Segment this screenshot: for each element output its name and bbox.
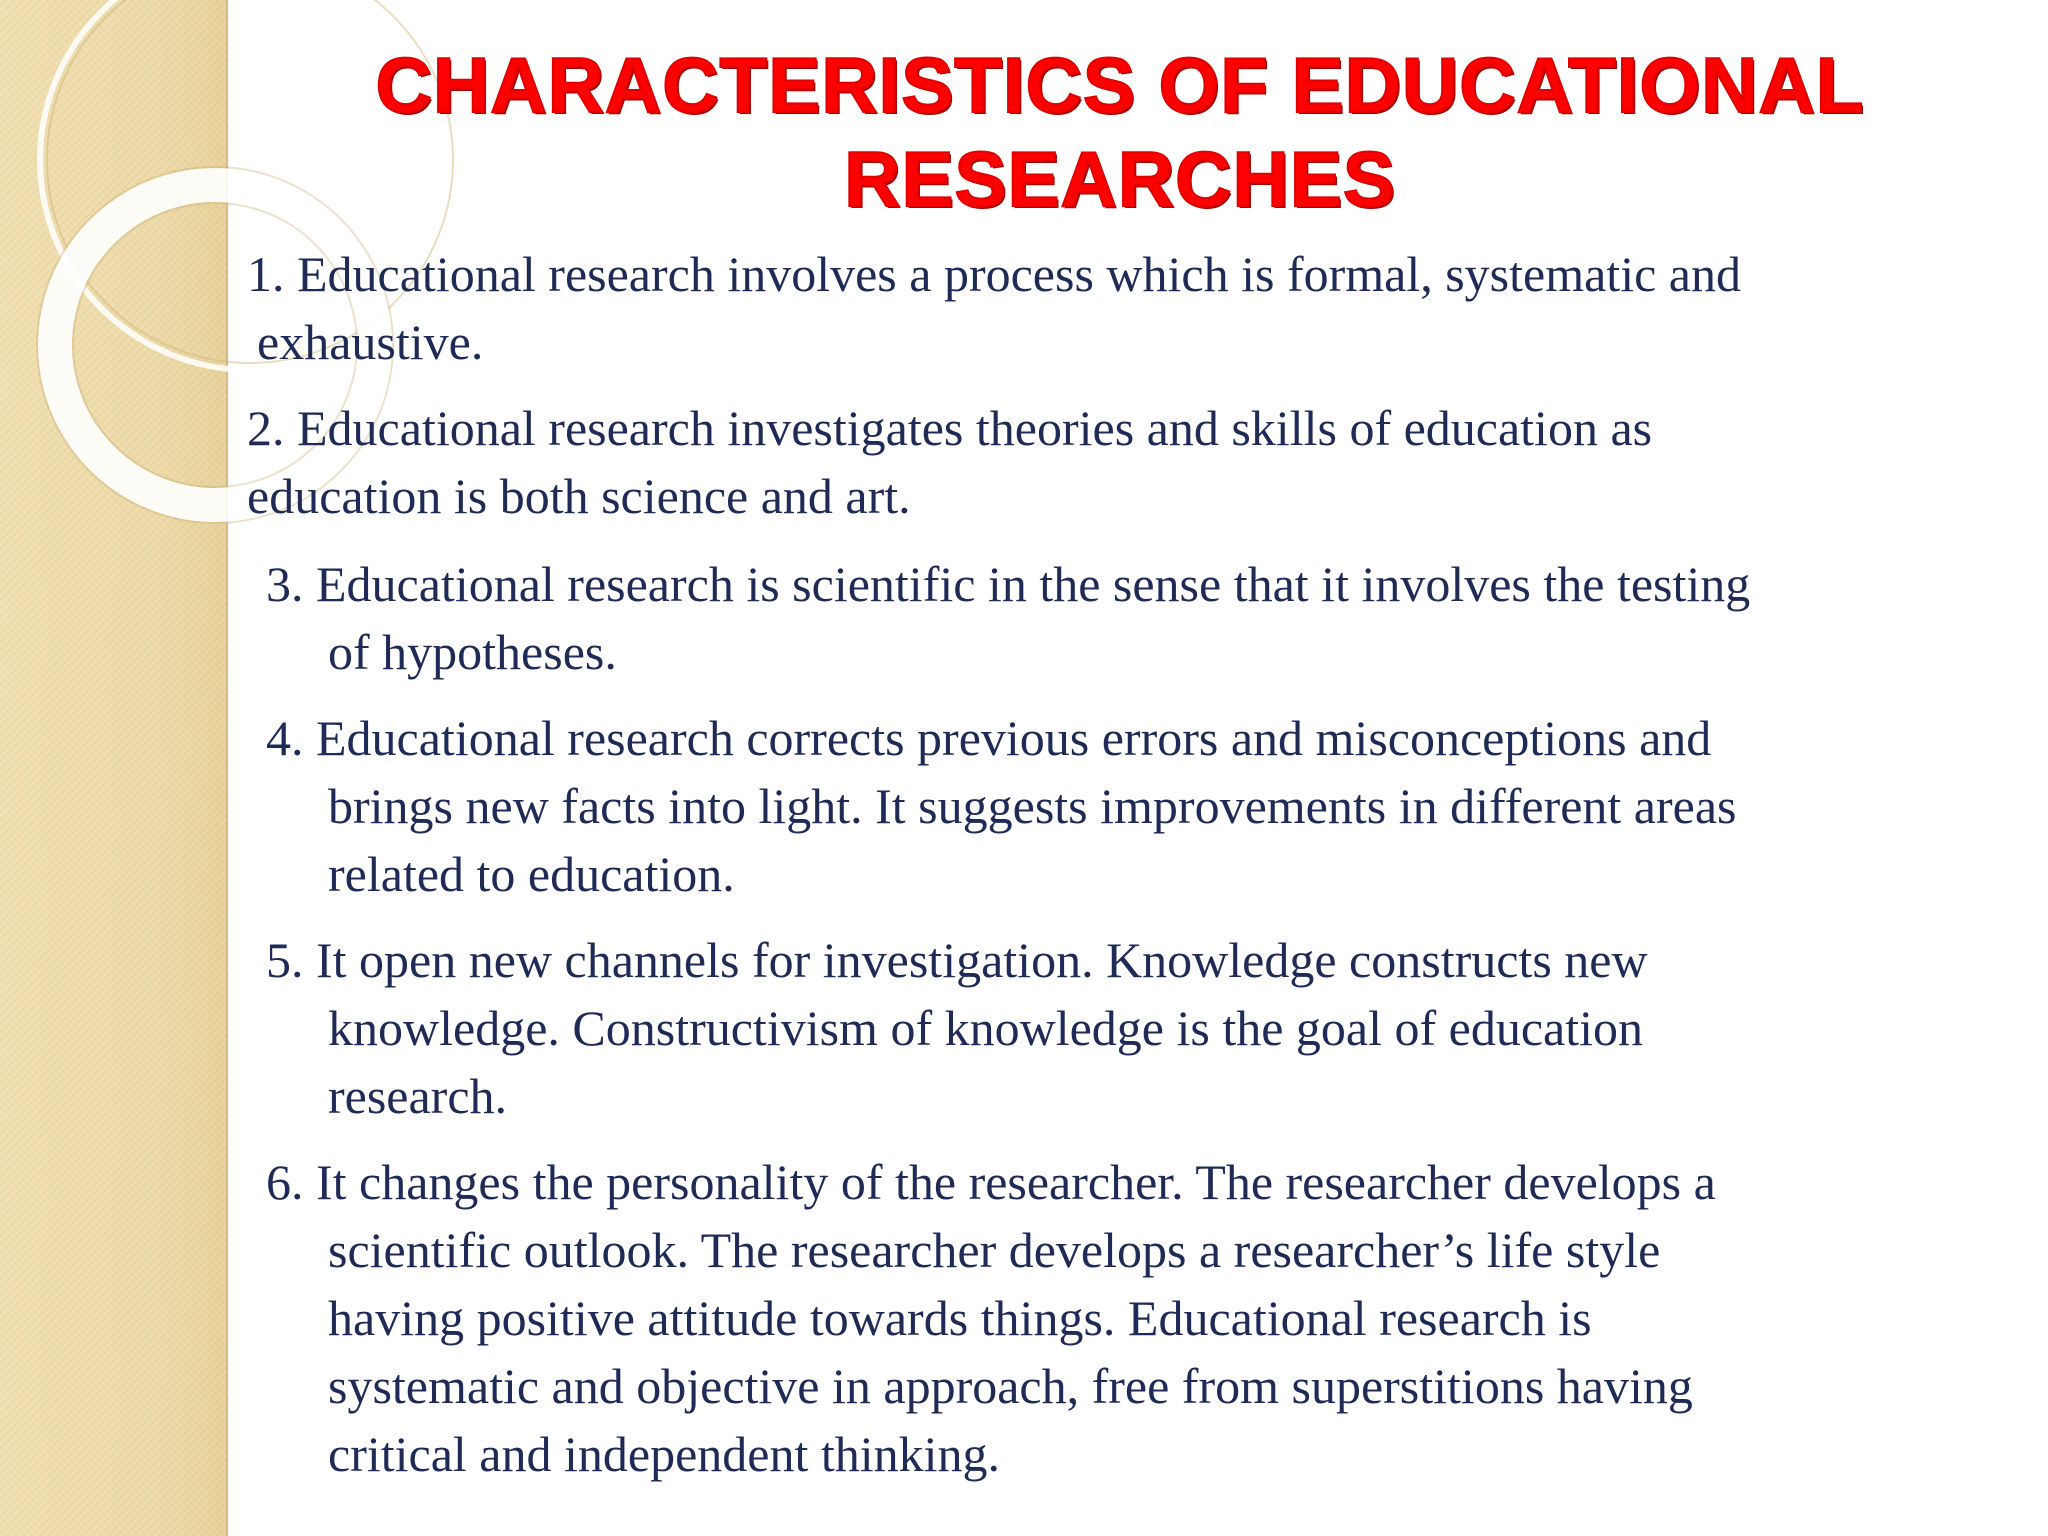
list-item: [266, 926, 1648, 1130]
list-item-line: 3. Educational research is scientific in the sense that it involves the testing: [266, 556, 1751, 612]
list-item-line: 1. Educational research involves a process which is formal, systematic and: [247, 246, 1741, 302]
list-item: [266, 704, 1737, 908]
list-item-line: research.: [328, 1068, 508, 1124]
list-item-line: brings new facts into light. It suggests improvements in different areas: [328, 778, 1737, 834]
list-item-line: education is both science and art.: [247, 468, 911, 524]
slide-title: [228, 38, 2012, 226]
list-item-line: systematic and objective in approach, free from superstitions having: [328, 1358, 1693, 1414]
list-item: [247, 240, 1741, 376]
list-item-line: 6. It changes the personality of the researcher. The researcher develops a: [266, 1154, 1716, 1210]
list-item-line: of hypotheses.: [328, 624, 617, 680]
ring-ornament-icon: [0, 0, 260, 520]
slide-title-line-2: RESEARCHES: [844, 135, 1396, 223]
list-item-line: exhaustive.: [257, 314, 484, 370]
list-item-line: scientific outlook. The researcher develops a researcher’s life style: [328, 1222, 1661, 1278]
list-item-line: having positive attitude towards things. Educational research is: [328, 1290, 1592, 1346]
list-item-line: 4. Educational research corrects previous errors and misconceptions and: [266, 710, 1712, 766]
list-item-line: knowledge. Constructivism of knowledge is the goal of education: [328, 1000, 1644, 1056]
slide-title-line-1: CHARACTERISTICS OF EDUCATIONAL: [375, 41, 1865, 129]
list-item-line: critical and independent thinking.: [328, 1426, 1001, 1482]
list-item: [266, 550, 1750, 686]
list-item-line: 5. It open new channels for investigation. Knowledge constructs new: [266, 932, 1648, 988]
list-item: [266, 1148, 1716, 1488]
list-item-line: related to education.: [328, 846, 735, 902]
list-item: [247, 394, 1652, 530]
list-item-line: 2. Educational research investigates theories and skills of education as: [247, 400, 1653, 456]
